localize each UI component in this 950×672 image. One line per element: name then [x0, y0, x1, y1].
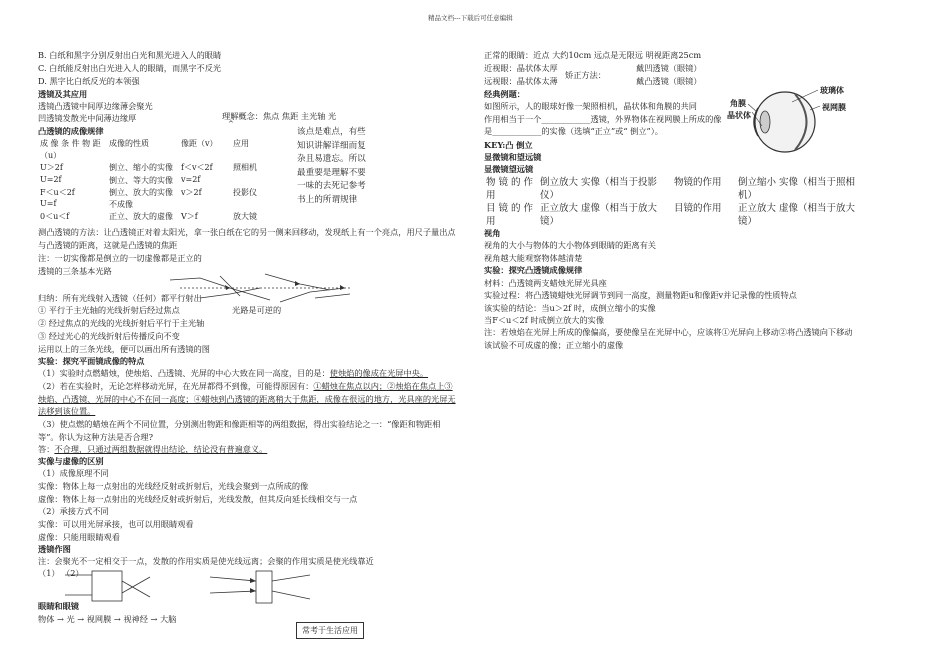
table-cell: 正立放大 虚像（相当于放大镜）	[738, 203, 856, 227]
note-line: 杂且易遗忘。所以	[297, 154, 366, 165]
table-cell: 放大镜	[233, 212, 257, 222]
table-cell: f＜v＜2f	[181, 163, 213, 173]
table-cell: 照相机	[233, 163, 257, 173]
table-row	[38, 211, 275, 223]
table-cell: 目镜的作用	[674, 203, 722, 214]
note-line: 知识讲解详细而复	[297, 140, 366, 151]
exp1-q1-answer: 使烛焰的像成在光屏中央。	[329, 368, 429, 378]
table-row	[484, 176, 870, 202]
answer-label: 答：	[38, 444, 55, 454]
summary-line: 归纳：所有光线射入透镜（任何）都平行射出	[38, 293, 202, 303]
eye-chain: 物体 → 光 → 视网膜 → 视神经 → 大脑	[38, 614, 177, 624]
example-line-1: 如图所示，人的眼球好像一架照相机，晶状体和角膜的共同	[484, 101, 697, 111]
exp2-line: 该实验的结论：当u＞2f 时，成倒立缩小的实像	[484, 303, 656, 313]
arrow-icon	[340, 285, 345, 290]
lens-box-1	[92, 571, 122, 601]
reversible-note: 光路是可逆的	[232, 305, 282, 315]
exp1-q2-text: （2）若在实验时，无论怎样移动光屏，在光屏都得不到像，可能得原因有：	[38, 381, 314, 391]
ray-line	[280, 288, 345, 302]
exp2-line: 材料：凸透镜两支蜡烛光屏光具座	[484, 278, 607, 288]
section-heading-exp2: 实验：探究凸透镜成像规律	[484, 265, 583, 275]
answer-text: 不合理，只通过两组数据就得出结论，结论没有普遍意义。	[54, 444, 268, 454]
eye-label-retina: 视网膜	[822, 102, 846, 112]
exp1-q3-cont: 等”。你认为这种方法是否合理?	[38, 432, 154, 442]
ray-line	[122, 577, 150, 593]
eye-label-vitreous: 玻璃体	[820, 85, 844, 95]
example-line-2: 作用相当于一个____________透镜，外界物体在视网膜上所成的像	[484, 114, 722, 124]
lens-line-2: 凹透镜发散光中间薄边缘厚	[38, 113, 137, 123]
apply-rays: 运用以上的三条光线，便可以画出所有透镜的图	[38, 344, 210, 354]
side-note	[297, 126, 366, 208]
table-cell: U=f	[40, 198, 57, 208]
table-cell: （u）	[40, 151, 62, 161]
exp1-q2-answer: ①蜡烛在焦点以内；②烛焰在焦点上③	[313, 381, 453, 391]
table-row	[38, 162, 275, 174]
section-heading-lens: 透镜及其应用	[38, 89, 88, 99]
example-line-3: 是____________的实像（选填“正立”或“ 倒立”）。	[484, 126, 663, 136]
section-heading-eye: 眼睛和眼镜	[38, 601, 79, 611]
table-cell: v=2f	[181, 174, 201, 184]
ray-line	[272, 575, 310, 581]
table-cell: U＞2f	[40, 163, 63, 173]
ray-line	[315, 294, 350, 298]
normal-eye: 正常的眼睛：近点 大约10cm 远点是无限远 明视距离25cm	[484, 50, 702, 60]
ray-rule-1: ① 平行于主光轴的光线折射后经过焦点	[38, 305, 180, 315]
rv-line: （1）成像原理不同	[38, 468, 109, 478]
option-c: C. 白纸能反射出白光进入人的眼睛，而黑字不反光	[38, 63, 222, 73]
section-heading-scopes: 显微镜和望远镜	[484, 152, 542, 162]
table-cell: U=2f	[40, 174, 62, 184]
table-cell: F＜u＜2f	[40, 187, 75, 197]
ray-rule-3: ③ 经过光心的光线折射后传播反向不变	[38, 331, 180, 341]
exam-box: 常考于生活应用	[296, 622, 364, 639]
caret-mark: ^	[228, 120, 234, 128]
lens-box-2	[256, 571, 272, 603]
arrow-icon	[250, 588, 256, 593]
option-d: D. 黑字比白纸反光的本领强	[38, 76, 140, 86]
ray-line	[210, 577, 256, 581]
ray-line	[272, 591, 310, 599]
table-cell: V＞f	[181, 212, 198, 222]
ray-line	[200, 288, 260, 298]
answer-key: KEY:凸 倒立	[484, 140, 533, 150]
drawing-label-1: （1）	[38, 568, 60, 578]
arrow-icon	[250, 578, 256, 583]
option-b: B. 白纸和黑字分别反射出白光和黑光进入人的眼睛	[38, 50, 222, 60]
angle-line-1: 视角的大小与物体的大小物体到眼睛的距离有关	[484, 240, 656, 250]
table-row	[484, 202, 870, 228]
section-heading-imaging-rules: 凸透镜的成像规律	[38, 126, 104, 136]
rv-line: 实像：可以用光屏承接，也可以用眼睛观看	[38, 519, 194, 529]
focus-method-1: 测凸透镜的方法：让凸透镜正对着太阳光，拿一张白纸在它的另一侧来回移动，发现纸上有一个亮点，用尺子量出点	[38, 227, 456, 237]
lens-drawing	[60, 565, 320, 610]
myopia-fix: 戴凹透镜（眼镜）	[636, 63, 702, 73]
section-heading-lens-drawing: 透镜作图	[38, 544, 71, 554]
section-heading-example: 经典例题：	[484, 89, 525, 99]
three-rays-heading: 透镜的三条基本光路	[38, 266, 112, 276]
myopia: 近视眼：晶状体太厚	[484, 63, 558, 73]
eye-label-cornea: 角膜	[730, 98, 746, 108]
ray-rule-2: ② 经过焦点的光线的光线折射后平行于主光轴	[38, 318, 205, 328]
angle-line-2: 视角越大能观察物体越清楚	[484, 253, 583, 263]
imaging-rule-table	[38, 138, 275, 223]
table-cell: 成像的性质	[109, 139, 149, 148]
hyperopia-fix: 戴凸透镜（眼镜）	[636, 76, 702, 86]
rv-line: 实像：物体上每一点射出的光线经反射或折射后，光线会聚到一点所成的像	[38, 481, 309, 491]
concepts-text: 理解概念：焦点 焦距 主光轴 光	[222, 111, 337, 121]
correction-label: 矫正方法：	[565, 70, 606, 80]
exp1-q1	[38, 368, 428, 379]
rv-line: （2）承接方式不同	[38, 506, 109, 516]
table-row	[38, 187, 275, 199]
section-heading-exp1: 实验：探究平面镜成像的特点	[38, 356, 145, 366]
table-cell: 倒立放大 实像（相当于投影仪）	[540, 177, 658, 201]
section-heading-real-virtual: 实像与虚像的区别	[38, 456, 104, 466]
table-row	[38, 150, 275, 162]
drawing-label-2: （2）	[62, 568, 84, 578]
table-row	[38, 199, 275, 211]
table-cell: 目 镜 的 作 用	[486, 203, 534, 227]
table-cell: 倒立、缩小的实像	[109, 163, 173, 173]
exp2-line: 注：若烛焰在光屏上所成的像偏高，要使像呈在光屏中心，应该将①光屏向上移动②将凸透镜向下移动	[484, 327, 853, 337]
table-cell: 物 镜 的 作 用	[486, 177, 534, 201]
rv-line: 虚像：物体上每一点射出的光线经反射或折射后，光线发散，但其反向延长线相交与一点	[38, 494, 358, 504]
table-cell: 倒立、等大的实像	[109, 175, 173, 185]
table-cell: 不成像	[109, 199, 133, 209]
note-line: 书上的所谓规律	[297, 194, 358, 205]
drawing-note: 注：会聚光不一定相交于一点，发散的作用实质是使光线远离；会聚的作用实质是使光线靠近	[38, 556, 374, 566]
section-heading-angle: 视角	[484, 228, 501, 238]
table-row	[38, 138, 275, 150]
table-cell: 物镜的作用	[674, 177, 722, 188]
table-cell: 正立、放大的虚像	[109, 212, 173, 222]
rv-line: 虚像：只能用眼睛观看	[38, 532, 120, 542]
table-cell: 投影仪	[233, 187, 257, 197]
page-header: 精品文档---下载后可任意编辑	[428, 14, 513, 22]
table-cell: 正立放大 虚像（相当于放大镜）	[540, 203, 658, 227]
table-cell: 倒立、放大的实像	[109, 187, 173, 197]
scopes-subheading: 显微镜望远镜	[484, 164, 534, 174]
eye-label-lens: 晶状体	[727, 110, 751, 120]
exp1-q1-text: （1）实验时点燃蜡烛，使烛焰、凸透镜、光屏的中心大致在同一高度，目的是：	[38, 368, 330, 378]
table-cell: 像距（v）	[181, 139, 218, 148]
lens-shape	[760, 111, 770, 133]
note-line: 最重要是理解不要	[297, 167, 366, 178]
note-line: 一味的去死记参考	[297, 181, 366, 192]
exp1-q3: （3）使点燃的蜡烛在两个不同位置，分别测出物距和像距相等的两组数据，得出实验结论之一：“像距和物距相	[38, 419, 441, 429]
exp2-line: 当F＜u＜2f 时成倒立放大的实像	[484, 315, 605, 325]
table-cell: 倒立缩小 实像（相当于照相机）	[738, 177, 856, 201]
real-image-note: 注：一切实像都是倒立的一切虚像都是正立的	[38, 253, 202, 263]
table-cell: 成 像 条 件 物 距	[40, 139, 101, 148]
exp2-line: 实验过程：将凸透镜蜡烛光屏调节到同一高度，测量物距u和像距v并记录像的性质特点	[484, 290, 797, 300]
note-line: 该点是难点，有些	[297, 127, 366, 137]
exp1-q2-answer-end: 法移到该位置。	[38, 406, 96, 416]
focus-method-2: 与凸透镜的距离，这就是凸透镜的焦距	[38, 240, 178, 250]
exp2-line: 该试验不可成虚的像；正立缩小的虚像	[484, 340, 624, 350]
table-cell: 应用	[233, 139, 249, 148]
lens-line-1: 透镜凸透镜中间厚边缘薄会聚光	[38, 101, 153, 111]
exp1-q2	[38, 381, 453, 392]
scope-table	[484, 176, 870, 228]
exp1-answer	[38, 444, 267, 455]
ray-line	[210, 591, 256, 593]
ray-line	[122, 581, 150, 597]
table-cell: v＞2f	[181, 187, 202, 197]
hyperopia: 远视眼：晶状体太薄	[484, 76, 558, 86]
table-row	[38, 175, 275, 187]
table-cell: 0＜u＜f	[40, 212, 70, 222]
exp1-q2-answer-cont: 烛焰、凸透镜、光屏的中心不在同一高度；④蜡烛到凸透镜的距离稍大于焦距，成像在很远的地方，光具座的光屏无	[38, 394, 456, 404]
